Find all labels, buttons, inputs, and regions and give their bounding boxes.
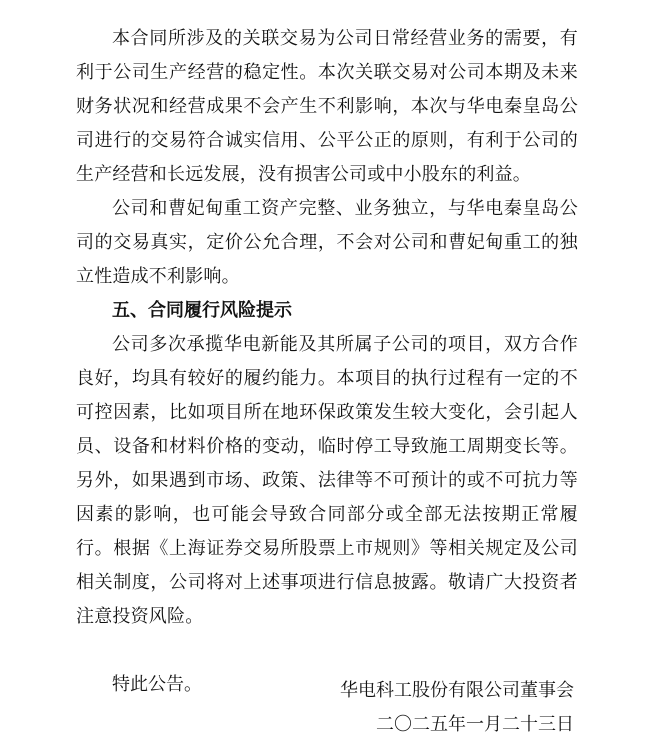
announcement-body: [76, 22, 578, 702]
paragraph-independence: 公司和曹妃甸重工资产完整、业务独立，与华电秦皇岛公司的交易真实，定价公允合理，不会对公司和曹妃甸重工的独立性造成不利影响。: [76, 198, 578, 287]
paragraph-risk: 公司多次承揽华电新能及其所属子公司的项目，双方合作良好，均具有较好的履约能力。本项目的执行过程有一定的不可控因素，比如项目所在地环保政策发生较大变化，会引起人员、设备和材料价格的变动，临时停工导致施工周期变长等。另外，如果遇到市场、政策、法律等不可预计的或不可抗力等因素的影响，也可能会导致合同部分或全部无法按期正常履行。根据《上海证券交易所股票上市规则》等相关规定及公司相关制度，公司将对上述事项进行信息披露。敬请广大投资者注意投资风险。: [76, 334, 578, 627]
signature-company: 华电科工股份有限公司董事会: [340, 680, 574, 701]
closing-statement: 特此公告。: [112, 674, 202, 695]
signature-date: 二〇二五年一月二十三日: [376, 714, 574, 735]
paragraph-related-transaction: 本合同所涉及的关联交易为公司日常经营业务的需要，有利于公司生产经营的稳定性。本次关联交易对公司本期及未来财务状况和经营成果不会产生不利影响，本次与华电秦皇岛公司进行的交易符合诚实信用、公平公正的原则，有利于公司的生产经营和长远发展，没有损害公司或中小股东的利益。: [76, 28, 578, 185]
spacer: [76, 634, 578, 668]
section-heading-risk: 五、合同履行风险提示: [112, 300, 292, 321]
